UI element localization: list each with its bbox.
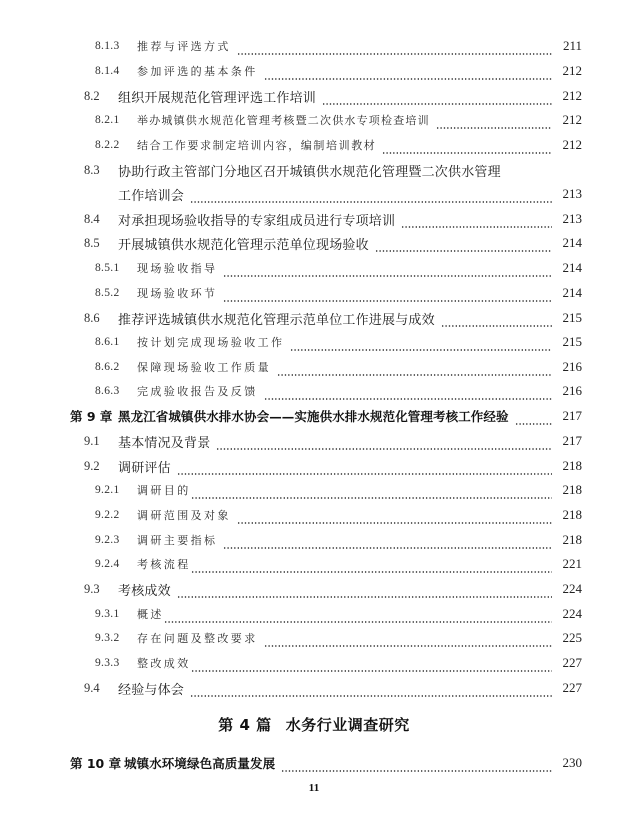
entry-number: 8.1.4 <box>95 65 120 77</box>
entry-title: 调研范围及对象 <box>137 509 231 522</box>
chapter-title: 城镇水环境绿色高质量发展 <box>124 756 276 771</box>
chapter-title: 黑龙江省城镇供水排水协会——实施供水排水规范化管理考核工作经验 <box>118 409 509 424</box>
entry-number: 8.5.2 <box>95 287 120 299</box>
toc-entry-8-3-continued[interactable] <box>118 183 582 205</box>
entry-page: 224 <box>562 606 582 621</box>
entry-number: 9.2 <box>84 458 100 473</box>
entry-number: 9.3.1 <box>95 608 120 620</box>
toc-entry-9-3-3[interactable] <box>95 652 582 674</box>
entry-title: 经验与体会 <box>118 682 185 698</box>
entry-page: 213 <box>562 211 582 226</box>
dot-leader <box>223 282 552 304</box>
entry-number: 8.6.1 <box>95 336 120 348</box>
entry-title: 调研评估 <box>118 460 171 476</box>
toc-entry-8-6-1[interactable] <box>95 331 582 353</box>
entry-title: 开展城镇供水规范化管理示范单位现场验收 <box>118 237 369 253</box>
entry-page: 224 <box>562 581 582 596</box>
toc-entry-9-3-1[interactable] <box>95 603 582 625</box>
dot-leader <box>237 504 552 526</box>
entry-page: 212 <box>562 137 582 152</box>
entry-title: 协助行政主管部门分地区召开城镇供水规范化管理暨二次供水管理 <box>118 164 501 180</box>
toc-chapter-10[interactable] <box>70 752 582 774</box>
entry-page: 212 <box>562 88 582 103</box>
entry-number: 8.2 <box>84 88 100 103</box>
entry-number: 9.2.1 <box>95 484 120 496</box>
toc-entry-9-4[interactable] <box>84 677 582 699</box>
dot-leader <box>216 430 552 452</box>
entry-page: 211 <box>562 38 582 53</box>
part-heading <box>0 714 628 735</box>
entry-title: 存在问题及整改要求 <box>137 632 258 645</box>
entry-page: 213 <box>562 186 582 201</box>
entry-title: 参加评选的基本条件 <box>137 65 258 78</box>
entry-title: 考核成效 <box>118 583 171 599</box>
entry-title: 整改成效 <box>137 657 191 670</box>
entry-number: 8.3 <box>84 162 100 177</box>
part-title: 水务行业调查研究 <box>285 716 410 734</box>
toc-entry-8-5-1[interactable] <box>95 257 582 279</box>
entry-number: 8.4 <box>84 211 100 226</box>
toc-entry-9-3[interactable] <box>84 578 582 600</box>
entry-page: 227 <box>562 680 582 695</box>
toc-entry-9-2[interactable] <box>84 455 582 477</box>
entry-title: 调研目的 <box>137 484 191 497</box>
toc-entry-9-3-2[interactable] <box>95 627 582 649</box>
dot-leader <box>237 35 552 57</box>
entry-page: 218 <box>562 458 582 473</box>
entry-number: 8.5.1 <box>95 262 120 274</box>
toc-entry-8-6-3[interactable] <box>95 380 582 402</box>
dot-leader <box>191 479 552 501</box>
dot-leader <box>515 405 552 427</box>
entry-title: 对承担现场验收指导的专家组成员进行专项培训 <box>118 213 396 229</box>
entry-page: 214 <box>562 285 582 300</box>
entry-number: 9.1 <box>84 433 100 448</box>
toc-entry-9-2-2[interactable] <box>95 504 582 526</box>
entry-title: 基本情况及背景 <box>118 435 211 451</box>
entry-title: 推荐与评选方式 <box>137 40 231 53</box>
entry-number: 9.2.3 <box>95 534 120 546</box>
entry-page: 221 <box>562 556 582 571</box>
entry-page: 218 <box>562 532 582 547</box>
toc-entry-8-6-2[interactable] <box>95 356 582 378</box>
dot-leader <box>382 134 552 156</box>
entry-page: 216 <box>562 383 582 398</box>
entry-title-continued: 工作培训会 <box>118 188 185 204</box>
dot-leader <box>401 208 552 230</box>
toc-entry-8-1-4[interactable] <box>95 60 582 82</box>
entry-number: 8.2.2 <box>95 139 120 151</box>
entry-number: 8.2.1 <box>95 114 120 126</box>
entry-number: 8.6.3 <box>95 385 120 397</box>
chapter-number: 第 9 章 <box>70 409 113 424</box>
entry-page: 212 <box>562 63 582 78</box>
toc-entry-8-4[interactable] <box>84 208 582 230</box>
toc-chapter-9[interactable] <box>70 405 582 427</box>
toc-entry-8-2-2[interactable] <box>95 134 582 156</box>
dot-leader <box>375 232 552 254</box>
dot-leader <box>322 85 552 107</box>
toc-entry-9-2-1[interactable] <box>95 479 582 501</box>
entry-page: 217 <box>562 433 582 448</box>
entry-number: 9.2.2 <box>95 509 120 521</box>
entry-number: 9.2.4 <box>95 558 120 570</box>
entry-title: 考核流程 <box>137 558 191 571</box>
entry-title: 组织开展规范化管理评选工作培训 <box>118 90 317 106</box>
dot-leader <box>290 331 552 353</box>
dot-leader <box>281 752 552 774</box>
dot-leader <box>191 553 552 575</box>
entry-title: 结合工作要求制定培训内容，编制培训教材 <box>137 139 377 152</box>
dot-leader <box>436 109 552 131</box>
toc-entry-8-6[interactable] <box>84 307 582 329</box>
toc-entry-9-2-4[interactable] <box>95 553 582 575</box>
entry-page: 225 <box>562 630 582 645</box>
entry-title: 调研主要指标 <box>137 534 218 547</box>
entry-page: 215 <box>562 334 582 349</box>
entry-number: 8.6 <box>84 310 100 325</box>
entry-page: 218 <box>562 482 582 497</box>
entry-number: 8.5 <box>84 235 100 250</box>
entry-title: 完成验收报告及反馈 <box>137 385 258 398</box>
entry-title: 保障现场验收工作质量 <box>137 361 271 374</box>
entry-page: 216 <box>562 359 582 374</box>
entry-title: 举办城镇供水规范化管理考核暨二次供水专项检查培训 <box>137 114 430 127</box>
toc-entry-8-1-3[interactable] <box>95 35 582 57</box>
toc-entry-8-2-1[interactable] <box>95 109 582 131</box>
toc-entry-8-3[interactable] <box>84 159 582 181</box>
entry-number: 9.4 <box>84 680 100 695</box>
dot-leader <box>277 356 552 378</box>
dot-leader <box>190 183 552 205</box>
toc-entry-9-2-3[interactable] <box>95 529 582 551</box>
dot-leader <box>177 578 552 600</box>
entry-page: 217 <box>562 408 582 423</box>
entry-number: 9.3 <box>84 581 100 596</box>
dot-leader <box>264 380 552 402</box>
entry-title: 按计划完成现场验收工作 <box>137 336 285 349</box>
entry-title: 现场验收环节 <box>137 287 218 300</box>
entry-page: 212 <box>562 112 582 127</box>
part-number: 第 4 篇 <box>218 716 272 734</box>
dot-leader <box>164 603 552 625</box>
entry-title: 概述 <box>137 608 164 621</box>
entry-title: 推荐评选城镇供水规范化管理示范单位工作进展与成效 <box>118 312 435 328</box>
entry-page: 214 <box>562 260 582 275</box>
entry-page: 227 <box>562 655 582 670</box>
page-number: 11 <box>308 782 320 794</box>
entry-number: 9.3.2 <box>95 632 120 644</box>
entry-page: 215 <box>562 310 582 325</box>
dot-leader <box>264 60 552 82</box>
entry-page: 230 <box>562 755 582 770</box>
dot-leader <box>264 627 552 649</box>
toc-entry-9-1[interactable] <box>84 430 582 452</box>
toc-entry-8-5[interactable] <box>84 232 582 254</box>
entry-number: 9.3.3 <box>95 657 120 669</box>
entry-page: 218 <box>562 507 582 522</box>
dot-leader <box>190 677 552 699</box>
toc-entry-8-5-2[interactable] <box>95 282 582 304</box>
chapter-number: 第 10 章 <box>70 756 122 771</box>
dot-leader <box>191 652 552 674</box>
dot-leader <box>177 455 552 477</box>
dot-leader <box>223 529 552 551</box>
dot-leader <box>441 307 552 329</box>
entry-number: 8.1.3 <box>95 40 120 52</box>
toc-entry-8-2[interactable] <box>84 85 582 107</box>
dot-leader <box>223 257 552 279</box>
entry-page: 214 <box>562 235 582 250</box>
entry-number: 8.6.2 <box>95 361 120 373</box>
entry-title: 现场验收指导 <box>137 262 218 275</box>
